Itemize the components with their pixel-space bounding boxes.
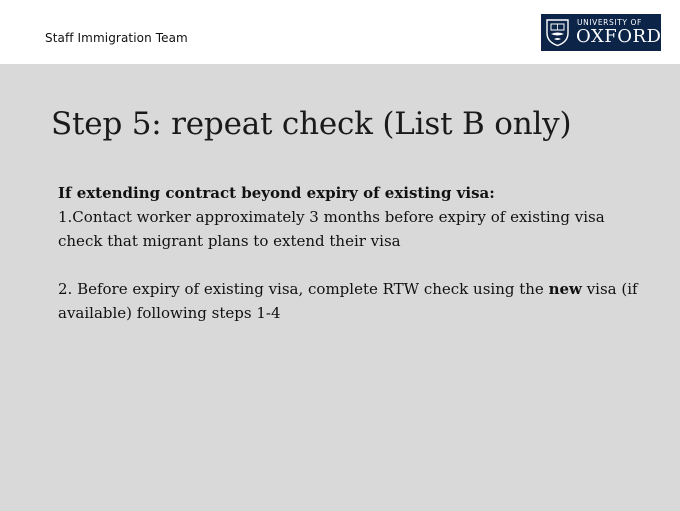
paragraph-spacer [58, 253, 638, 277]
step-item-2 [58, 277, 638, 325]
logo-oxford: OXFORD [576, 26, 662, 47]
lead-text: If extending contract beyond expiry of existing visa: [58, 184, 495, 202]
slide-body [0, 64, 680, 511]
slide-header [0, 0, 680, 64]
logo-university-of: UNIVERSITY OF [577, 18, 642, 27]
step-item-1: 1.Contact worker approximately 3 months before expiry of existing visa check that migrant plans to extend their visa [58, 208, 605, 250]
step-item-2-start: 2. Before expiry of existing visa, complete RTW check using the [58, 280, 549, 298]
crest-icon [545, 18, 570, 47]
team-label: Staff Immigration Team [45, 31, 188, 45]
slide-title: Step 5: repeat check (List B only) [51, 106, 572, 142]
step-item-2-end: visa (if available) following steps 1-4 [58, 280, 638, 322]
slide-content [58, 181, 638, 325]
oxford-logo [541, 14, 661, 51]
step-item-2-emphasis: new [548, 280, 582, 298]
